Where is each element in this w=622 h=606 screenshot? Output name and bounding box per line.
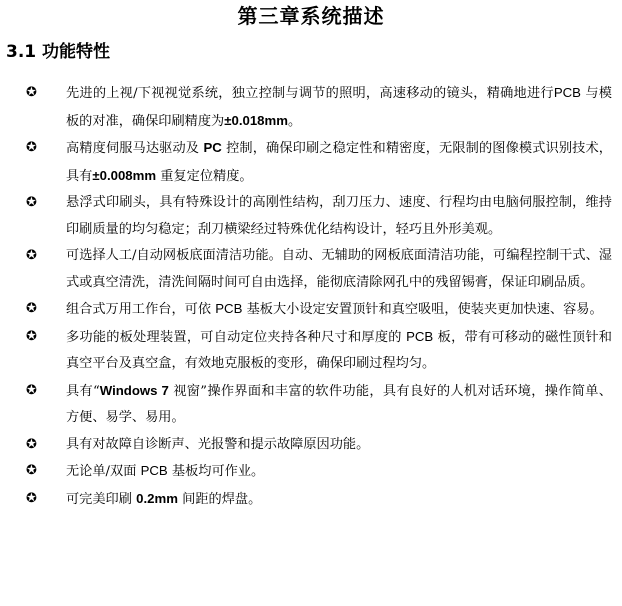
list-item (0, 80, 622, 135)
text-run: 高精度伺服马达驱动及 (66, 141, 204, 156)
list-item-text (66, 135, 612, 190)
list-item-text (66, 432, 612, 459)
list-item (0, 378, 622, 432)
text-run: PCB (215, 301, 243, 316)
text-run: 具有“ (66, 383, 100, 399)
star-bullet-icon: ✪ (26, 436, 37, 452)
text-run: 板，带有可移动的磁性顶针和真空平台及真空盒，有效地克服板的变形，确保印刷过程均匀。 (66, 329, 612, 371)
list-item-text (66, 486, 612, 514)
list-item (0, 190, 622, 243)
text-run: 多功能的板处理装置，可自动定位夹持各种尺寸和厚度的 (66, 329, 407, 345)
text-run: 。 (287, 113, 302, 129)
text-run-bold: Windows 7 (99, 382, 169, 398)
star-bullet-icon: ✪ (26, 328, 37, 344)
list-item (0, 296, 622, 324)
text-run: 可选择人工/自动网板底面清洁功能。自动、无辅助的网板底面清洁功能，可编程控制干式、湿式或真空清洗，清洗间隔时间可自由选择，能彻底清除网孔中的残留锡膏，保证印刷品质。 (66, 248, 612, 290)
text-run: 与模板的对准，确保印刷精度为 (66, 86, 612, 129)
star-bullet-icon: ✪ (26, 382, 37, 398)
section-heading: 3.1 功能特性 (6, 42, 111, 62)
list-item-text (66, 324, 612, 378)
text-run: 控制，确保印刷之稳定性和精密度，无限制的图像模式识别技术，具有 (66, 141, 612, 184)
text-run-bold: PC (203, 140, 222, 155)
text-run: 基板大小设定安置顶针和真空吸咀，使装夹更加快速、容易。 (242, 302, 603, 317)
text-run: PCB (553, 85, 581, 100)
list-item (0, 243, 622, 296)
star-bullet-icon: ✪ (26, 85, 37, 100)
text-run: PCB (406, 328, 434, 344)
list-item (0, 432, 622, 459)
text-run-bold: 0.2mm (136, 490, 178, 506)
list-item-text (66, 378, 612, 432)
text-run: 具有对故障自诊断声、光报警和提示故障原因功能。 (66, 436, 370, 452)
text-run: 无论单/双面 (66, 464, 141, 479)
text-run: 可完美印刷 (66, 491, 137, 507)
text-run: PCB (140, 463, 168, 478)
star-bullet-icon: ✪ (26, 463, 37, 478)
list-item-text (66, 80, 612, 135)
text-run: 视窗”操作界面和丰富的软件功能，具有良好的人机对话环境，操作简单、方便、易学、易用。 (66, 383, 612, 425)
list-item-text (66, 190, 612, 243)
list-item (0, 458, 622, 486)
list-item (0, 324, 622, 378)
star-bullet-icon: ✪ (26, 140, 37, 155)
star-bullet-icon: ✪ (26, 195, 37, 210)
star-bullet-icon: ✪ (26, 301, 37, 316)
text-run: 组合式万用工作台，可依 (66, 302, 216, 317)
list-item (0, 135, 622, 190)
text-run: 间距的焊盘。 (177, 491, 262, 507)
text-run: 重复定位精度。 (156, 168, 253, 184)
chapter-title: 第三章系统描述 (237, 4, 385, 28)
text-run: 先进的上视/下视视觉系统，独立控制与调节的照明，高速移动的镜头，精确地进行 (66, 86, 554, 101)
text-run-bold: ±0.018mm (224, 112, 288, 128)
star-bullet-icon: ✪ (26, 490, 37, 506)
list-item-text (66, 296, 612, 324)
list-item-text (66, 458, 612, 486)
star-bullet-icon: ✪ (26, 248, 37, 263)
text-run: 基板均可作业。 (167, 464, 265, 479)
list-item-text (66, 243, 612, 296)
feature-list (0, 80, 622, 513)
list-item (0, 486, 622, 514)
text-run: 悬浮式印刷头，具有特殊设计的高刚性结构，刮刀压力、速度、行程均由电脑伺服控制，维持印刷质量的均匀稳定；刮刀横梁经过特殊优化结构设计，轻巧且外形美观。 (66, 195, 612, 237)
text-run-bold: ±0.008mm (92, 167, 157, 183)
